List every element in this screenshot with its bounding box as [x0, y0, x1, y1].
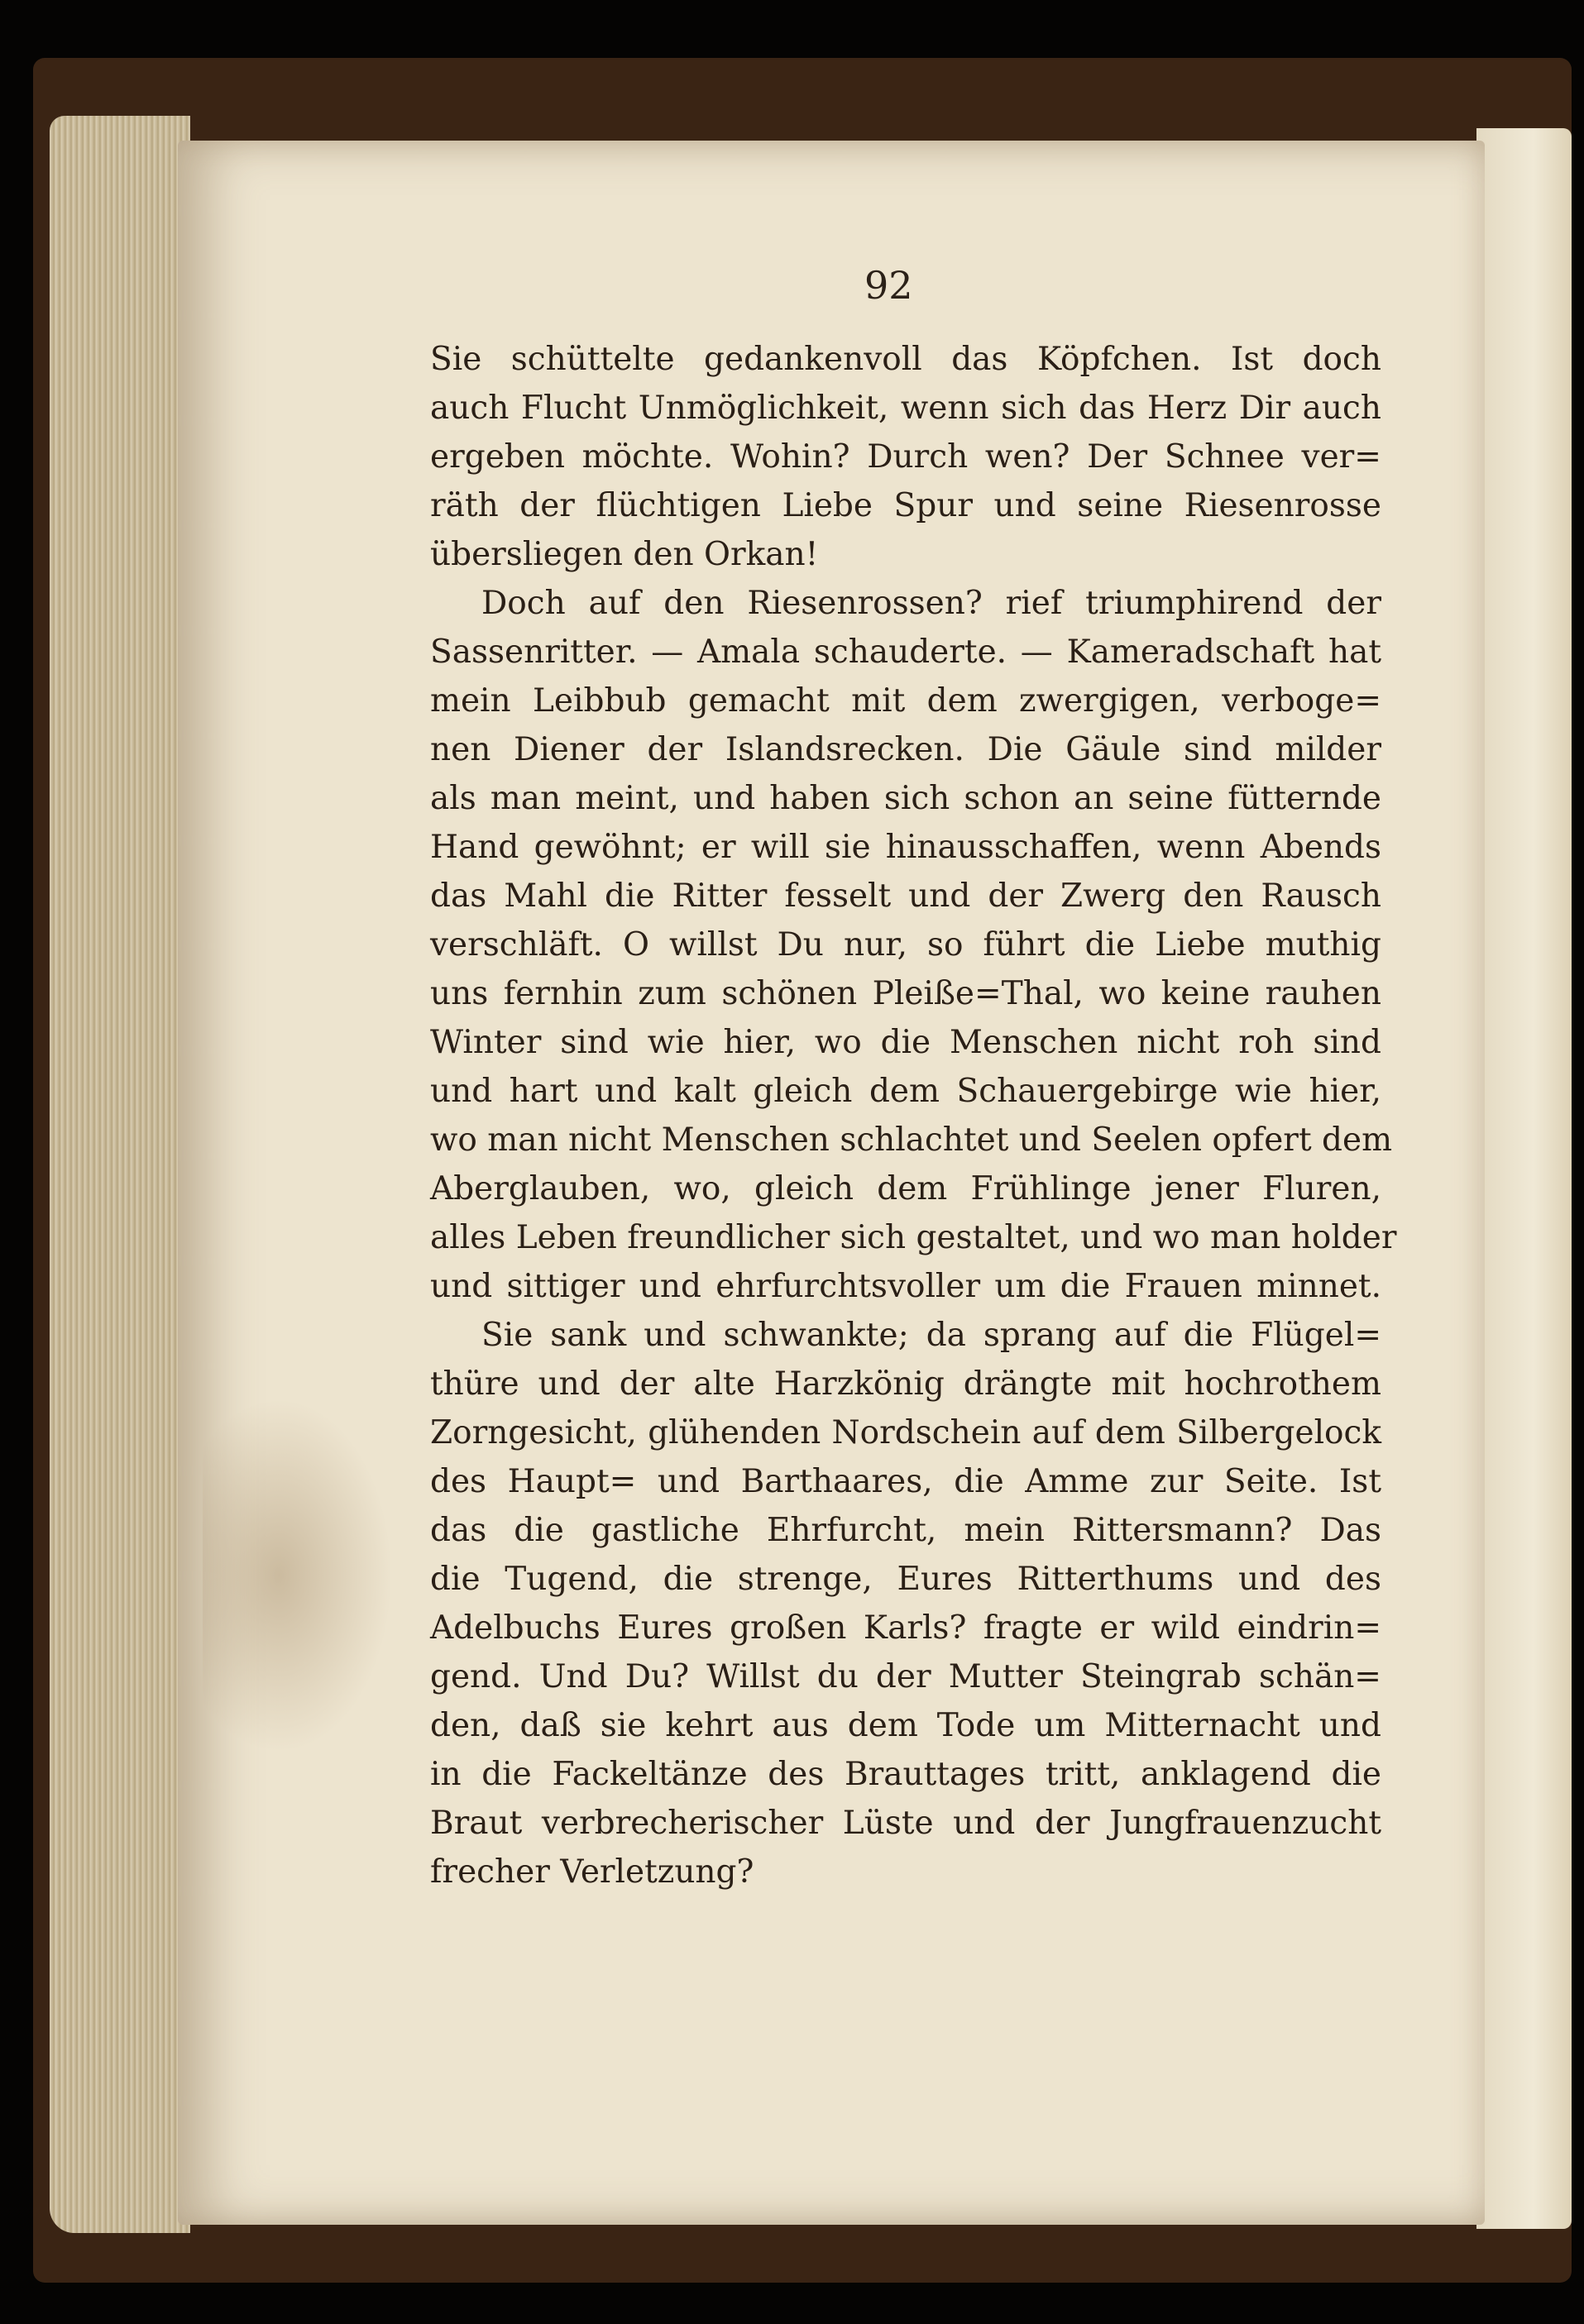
- text-line: und hart und kalt gleich dem Schauergebirge wie hier,: [430, 1073, 1381, 1110]
- text-line: verschläft. O willst Du nur, so führt die Liebe muthig: [430, 926, 1381, 964]
- text-line: Sie sank und schwankte; da sprang auf die Flügel=: [481, 1317, 1381, 1354]
- text-line: thüre und der alte Harzkönig drängte mit hochrothem: [430, 1365, 1381, 1403]
- facing-page-edge: [1476, 128, 1572, 2229]
- text-line: Winter sind wie hier, wo die Menschen nicht roh sind: [430, 1024, 1381, 1061]
- text-line: nen Diener der Islandsrecken. Die Gäule sind milder: [430, 731, 1381, 768]
- text-line: Zorngesicht, glühenden Nordschein auf dem Silbergelock: [430, 1414, 1381, 1451]
- text-line: wo man nicht Menschen schlachtet und Seelen opfert dem: [430, 1121, 1393, 1159]
- text-line: und sittiger und ehrfurchtsvoller um die Frauen minnet.: [430, 1268, 1381, 1305]
- text-line: gend. Und Du? Willst du der Mutter Steingrab schän=: [430, 1658, 1381, 1695]
- text-line: Braut verbrecherischer Lüste und der Jungfrauenzucht: [430, 1805, 1381, 1842]
- text-line: des Haupt= und Barthaares, die Amme zur Seite. Ist: [430, 1463, 1381, 1500]
- text-line: mein Leibbub gemacht mit dem zwergigen, verboge=: [430, 682, 1381, 720]
- text-line: Sie schüttelte gedankenvoll das Köpfchen. Ist doch: [430, 341, 1381, 378]
- text-line: frecher Verletzung?: [430, 1853, 754, 1891]
- page-number: 92: [864, 263, 913, 308]
- page-edges-stack: [50, 116, 190, 2233]
- text-line: übersliegen den Orkan!: [430, 536, 819, 573]
- text-line: Doch auf den Riesenrossen? rief triumphirend der: [481, 585, 1381, 622]
- text-line: räth der flüchtigen Liebe Spur und seine Riesenrosse: [430, 487, 1381, 524]
- text-line: ergeben möchte. Wohin? Durch wen? Der Schnee ver=: [430, 438, 1381, 476]
- text-line: als man meint, und haben sich schon an seine fütternde: [430, 780, 1381, 817]
- text-line: das die gastliche Ehrfurcht, mein Rittersmann? Das: [430, 1512, 1381, 1549]
- text-line: auch Flucht Unmöglichkeit, wenn sich das Herz Dir auch: [430, 390, 1381, 427]
- text-line: Hand gewöhnt; er will sie hinausschaffen, wenn Abends: [430, 829, 1381, 866]
- text-line: den, daß sie kehrt aus dem Tode um Mitternacht und: [430, 1707, 1381, 1744]
- text-line: die Tugend, die strenge, Eures Ritterthums und des: [430, 1561, 1381, 1598]
- text-line: Aberglauben, wo, gleich dem Frühlinge jener Fluren,: [430, 1170, 1381, 1207]
- text-line: alles Leben freundlicher sich gestaltet, und wo man holder: [430, 1219, 1397, 1256]
- text-line: Adelbuchs Eures großen Karls? fragte er wild eindrin=: [430, 1609, 1381, 1647]
- page-stain: [203, 1398, 393, 1753]
- text-line: uns fernhin zum schönen Pleiße=Thal, wo keine rauhen: [430, 975, 1381, 1012]
- text-line: Sassenritter. — Amala schauderte. — Kameradschaft hat: [430, 634, 1381, 671]
- text-line: in die Fackeltänze des Brauttages tritt, anklagend die: [430, 1756, 1381, 1793]
- text-line: das Mahl die Ritter fesselt und der Zwerg den Rausch: [430, 877, 1381, 915]
- page-text-body: [430, 335, 1397, 1896]
